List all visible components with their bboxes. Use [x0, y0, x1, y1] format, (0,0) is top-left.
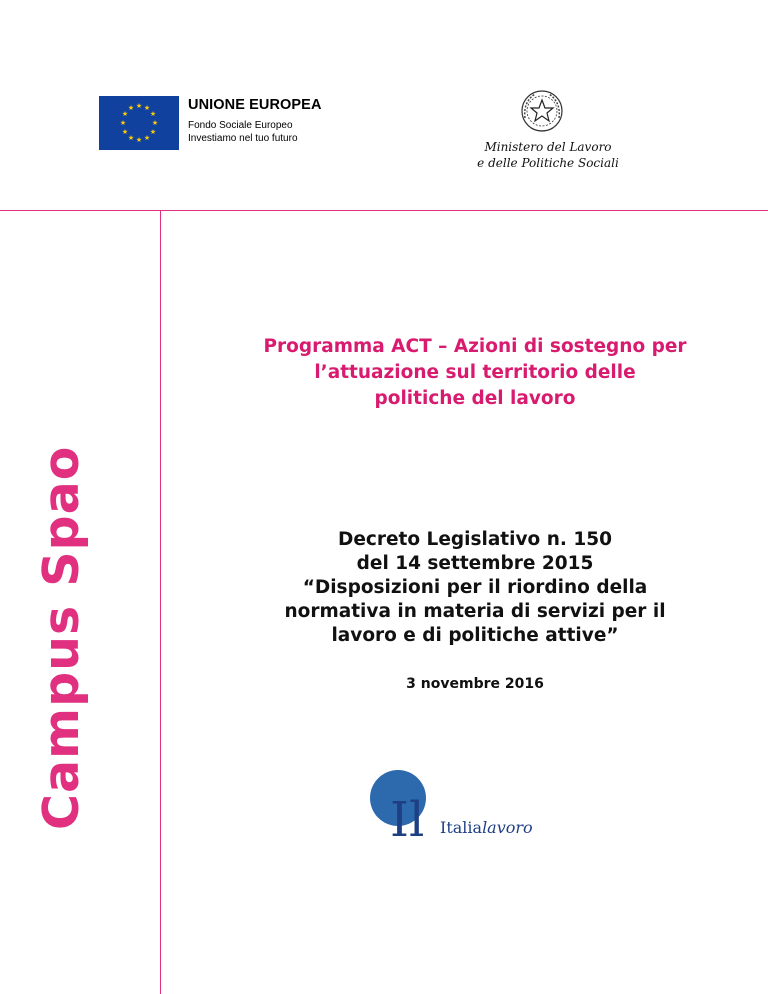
- eu-logo: [99, 96, 339, 150]
- program-title-line: l’attuazione sul territorio delle: [314, 362, 636, 383]
- decree-title: [200, 528, 750, 648]
- eu-title: UNIONE EUROPEA: [188, 97, 322, 113]
- svg-text:★: ★: [127, 104, 135, 112]
- ministry-logo: [468, 88, 628, 168]
- svg-text:★: ★: [127, 134, 135, 142]
- program-title: [200, 334, 750, 412]
- svg-text:★: ★: [143, 134, 151, 142]
- eu-subtitle-fund: Fondo Sociale Europeo: [188, 120, 293, 131]
- decree-title-line: lavoro e di politiche attive”: [331, 625, 619, 646]
- italialavoro-name: [440, 818, 533, 837]
- horizontal-rule: [0, 210, 768, 211]
- italialavoro-logo: [370, 770, 560, 850]
- svg-text:★: ★: [143, 104, 151, 112]
- italialavoro-name-regular: Italia: [440, 818, 483, 837]
- decree-title-line: del 14 settembre 2015: [356, 553, 594, 574]
- document-date: 3 novembre 2016: [406, 676, 544, 692]
- program-title-line: Programma ACT – Azioni di sostegno per: [263, 336, 687, 357]
- eu-flag-icon: [99, 96, 179, 150]
- ministry-name-line2: e delle Politiche Sociali: [477, 156, 619, 170]
- svg-text:★: ★: [149, 128, 157, 136]
- decree-title-line: “Disposizioni per il riordino della: [302, 577, 648, 598]
- decree-title-line: normativa in materia di servizi per il: [284, 601, 666, 622]
- program-title-line: politiche del lavoro: [374, 388, 576, 409]
- svg-text:★: ★: [121, 128, 129, 136]
- italialavoro-mark: Il: [390, 792, 425, 848]
- svg-text:★: ★: [135, 102, 143, 110]
- svg-text:★: ★: [149, 110, 157, 118]
- decree-title-line: Decreto Legislativo n. 150: [338, 529, 612, 550]
- svg-text:★: ★: [119, 119, 127, 127]
- svg-text:★: ★: [151, 119, 159, 127]
- svg-text:★: ★: [121, 110, 129, 118]
- eu-subtitle-motto: Investiamo nel tuo futuro: [188, 133, 298, 144]
- eu-stars-icon: [99, 96, 179, 150]
- italialavoro-name-italic: lavoro: [482, 818, 533, 837]
- ministry-name-line1: Ministero del Lavoro: [484, 140, 612, 154]
- svg-text:★: ★: [135, 136, 143, 144]
- campus-spao-side-title: Campus Spao: [33, 445, 90, 830]
- vertical-rule: [160, 210, 161, 994]
- italian-emblem-icon: [519, 88, 565, 138]
